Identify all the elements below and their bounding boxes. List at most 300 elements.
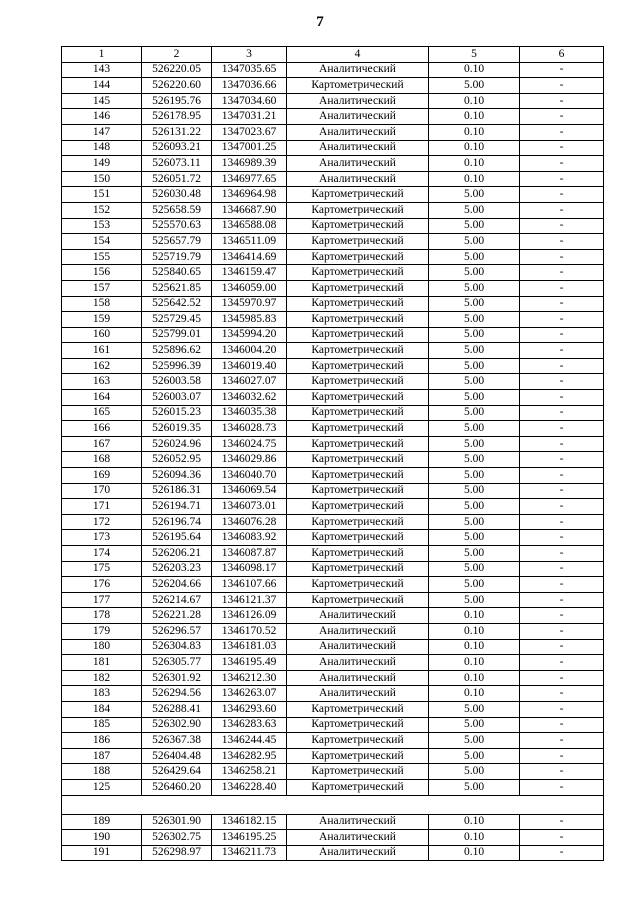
table-cell: 1346032.62 (212, 390, 287, 406)
table-cell: 190 (62, 830, 142, 846)
table-cell: Картометрический (287, 733, 429, 749)
table-cell: 1346069.54 (212, 483, 287, 499)
table-cell: 526220.60 (142, 78, 212, 94)
table-cell: 1346170.52 (212, 623, 287, 639)
table-cell: 1346687.90 (212, 202, 287, 218)
table-cell: 1346511.09 (212, 234, 287, 250)
table-cell: 526196.74 (142, 514, 212, 530)
table-cell: 1346195.49 (212, 655, 287, 671)
table-cell: 152 (62, 202, 142, 218)
table-cell: Картометрический (287, 249, 429, 265)
table-cell: - (520, 280, 604, 296)
table-cell: 1345985.83 (212, 312, 287, 328)
table-cell: 526301.90 (142, 814, 212, 830)
table-cell: Картометрический (287, 779, 429, 795)
table-row (62, 483, 604, 499)
table-cell: 5.00 (429, 358, 520, 374)
table-cell: - (520, 830, 604, 846)
table-cell: 177 (62, 592, 142, 608)
table-cell: 185 (62, 717, 142, 733)
table-cell: 526051.72 (142, 171, 212, 187)
table-cell: 1347034.60 (212, 93, 287, 109)
table-cell: Картометрический (287, 561, 429, 577)
table-cell: - (520, 686, 604, 702)
table-cell: 5.00 (429, 296, 520, 312)
table-row (62, 561, 604, 577)
table-cell: 150 (62, 171, 142, 187)
table-cell: Аналитический (287, 156, 429, 172)
table-cell: 525642.52 (142, 296, 212, 312)
column-header: 6 (520, 47, 604, 63)
table-row (62, 717, 604, 733)
table-cell: Картометрический (287, 592, 429, 608)
table-cell: 149 (62, 156, 142, 172)
table-row (62, 655, 604, 671)
table-cell: 1346228.40 (212, 779, 287, 795)
table-cell: - (520, 62, 604, 78)
table-row (62, 140, 604, 156)
table-cell: 154 (62, 234, 142, 250)
table-row (62, 374, 604, 390)
table-cell: 144 (62, 78, 142, 94)
table-cell: 526460.20 (142, 779, 212, 795)
table-cell: Картометрический (287, 358, 429, 374)
table-cell: 165 (62, 405, 142, 421)
table-cell: Аналитический (287, 814, 429, 830)
table-cell: 5.00 (429, 499, 520, 515)
table-cell: 5.00 (429, 483, 520, 499)
table-cell: - (520, 592, 604, 608)
table-cell: 1346029.86 (212, 452, 287, 468)
table-cell: 1346212.30 (212, 670, 287, 686)
table-cell: - (520, 405, 604, 421)
table-cell: 5.00 (429, 390, 520, 406)
table-cell: 525719.79 (142, 249, 212, 265)
table-cell: 525621.85 (142, 280, 212, 296)
table-cell: - (520, 296, 604, 312)
table-cell: 526194.71 (142, 499, 212, 515)
table-cell: - (520, 655, 604, 671)
table-cell: 1345994.20 (212, 327, 287, 343)
table-cell: 176 (62, 577, 142, 593)
table-cell: 5.00 (429, 530, 520, 546)
table-cell: Картометрический (287, 483, 429, 499)
table-cell: 1346004.20 (212, 343, 287, 359)
table-body-main (62, 62, 604, 795)
column-header: 3 (212, 47, 287, 63)
table-cell: 526214.67 (142, 592, 212, 608)
table-row (62, 639, 604, 655)
table-cell: 1346588.08 (212, 218, 287, 234)
table-cell: - (520, 312, 604, 328)
table-cell: - (520, 234, 604, 250)
table-cell: 1346087.87 (212, 546, 287, 562)
table-cell: - (520, 701, 604, 717)
table-cell: 151 (62, 187, 142, 203)
table-cell: 0.10 (429, 639, 520, 655)
table-cell: 0.10 (429, 830, 520, 846)
table-cell: 5.00 (429, 343, 520, 359)
table-cell: 125 (62, 779, 142, 795)
table-cell: - (520, 93, 604, 109)
column-header: 1 (62, 47, 142, 63)
table-cell: - (520, 140, 604, 156)
table-cell: 1346181.03 (212, 639, 287, 655)
coordinates-table (61, 46, 604, 861)
table-cell: 146 (62, 109, 142, 125)
table-row (62, 592, 604, 608)
table-cell: Картометрический (287, 468, 429, 484)
table-cell: Аналитический (287, 670, 429, 686)
table-cell: 1346263.07 (212, 686, 287, 702)
table-cell: Картометрический (287, 78, 429, 94)
blank-cell (62, 795, 604, 814)
table-cell: Картометрический (287, 436, 429, 452)
table-row (62, 265, 604, 281)
table-row (62, 124, 604, 140)
table-cell: - (520, 156, 604, 172)
table-cell: Картометрический (287, 296, 429, 312)
table-cell: Аналитический (287, 830, 429, 846)
table-cell: 526301.92 (142, 670, 212, 686)
table-cell: - (520, 530, 604, 546)
table-cell: Аналитический (287, 109, 429, 125)
table-cell: 1346126.09 (212, 608, 287, 624)
table-row (62, 202, 604, 218)
table-cell: 526288.41 (142, 701, 212, 717)
table-row (62, 280, 604, 296)
table-cell: 1346282.95 (212, 748, 287, 764)
table-cell: 5.00 (429, 405, 520, 421)
table-cell: 1346107.66 (212, 577, 287, 593)
table-cell: - (520, 358, 604, 374)
table-cell: Картометрический (287, 701, 429, 717)
table-cell: 526304.83 (142, 639, 212, 655)
table-row (62, 701, 604, 717)
table-cell: 1346019.40 (212, 358, 287, 374)
table-cell: Картометрический (287, 343, 429, 359)
table-cell: 1345970.97 (212, 296, 287, 312)
table-cell: - (520, 514, 604, 530)
table-cell: 1346258.21 (212, 764, 287, 780)
table-row (62, 764, 604, 780)
table-cell: 1346028.73 (212, 421, 287, 437)
table-row (62, 171, 604, 187)
table-cell: 1346182.15 (212, 814, 287, 830)
table-cell: 5.00 (429, 280, 520, 296)
column-header: 2 (142, 47, 212, 63)
table-cell: - (520, 327, 604, 343)
table-cell: 526206.21 (142, 546, 212, 562)
table-cell: 526294.56 (142, 686, 212, 702)
table-row (62, 249, 604, 265)
table-cell: 526204.66 (142, 577, 212, 593)
table-cell: 169 (62, 468, 142, 484)
table-row (62, 686, 604, 702)
table-cell: - (520, 546, 604, 562)
table-cell: Картометрический (287, 514, 429, 530)
table-row (62, 623, 604, 639)
table-cell: 5.00 (429, 779, 520, 795)
table-cell: 148 (62, 140, 142, 156)
table-cell: Картометрический (287, 421, 429, 437)
table-cell: 526302.90 (142, 717, 212, 733)
table-cell: 166 (62, 421, 142, 437)
table-cell: - (520, 779, 604, 795)
table-cell: 1347031.21 (212, 109, 287, 125)
table-row (62, 514, 604, 530)
table-cell: Картометрический (287, 374, 429, 390)
table-row (62, 343, 604, 359)
table-cell: 1346035.38 (212, 405, 287, 421)
table-cell: 1346076.28 (212, 514, 287, 530)
table-cell: 5.00 (429, 327, 520, 343)
table-cell: Картометрический (287, 234, 429, 250)
table-cell: 526429.64 (142, 764, 212, 780)
table-cell: 1346083.92 (212, 530, 287, 546)
table-cell: 1346211.73 (212, 845, 287, 861)
table-cell: 173 (62, 530, 142, 546)
table-cell: Картометрический (287, 202, 429, 218)
table-cell: 526367.38 (142, 733, 212, 749)
table-cell: 1346283.63 (212, 717, 287, 733)
table-row (62, 390, 604, 406)
table-cell: - (520, 218, 604, 234)
table-row (62, 779, 604, 795)
table-cell: Картометрический (287, 546, 429, 562)
table-cell: Аналитический (287, 623, 429, 639)
table-row (62, 327, 604, 343)
table-cell: Аналитический (287, 655, 429, 671)
table-cell: 0.10 (429, 124, 520, 140)
table-row (62, 814, 604, 830)
table-cell: 525658.59 (142, 202, 212, 218)
table-cell: - (520, 78, 604, 94)
table-cell: 143 (62, 62, 142, 78)
table-cell: 168 (62, 452, 142, 468)
table-cell: Картометрический (287, 265, 429, 281)
table-cell: - (520, 814, 604, 830)
table-cell: 526015.23 (142, 405, 212, 421)
table-cell: Картометрический (287, 390, 429, 406)
table-cell: - (520, 670, 604, 686)
table-cell: 0.10 (429, 686, 520, 702)
table-cell: Картометрический (287, 280, 429, 296)
table-cell: 1347036.66 (212, 78, 287, 94)
table-cell: 184 (62, 701, 142, 717)
table-cell: Картометрический (287, 577, 429, 593)
table-cell: 174 (62, 546, 142, 562)
table-row (62, 78, 604, 94)
table-cell: - (520, 124, 604, 140)
table-cell: 1346098.17 (212, 561, 287, 577)
table-cell: 5.00 (429, 452, 520, 468)
table-cell: 525840.65 (142, 265, 212, 281)
table-cell: 1346073.01 (212, 499, 287, 515)
table-row (62, 830, 604, 846)
table-row (62, 312, 604, 328)
table-row (62, 546, 604, 562)
table-cell: 0.10 (429, 140, 520, 156)
table-cell: Аналитический (287, 171, 429, 187)
table-cell: 525570.63 (142, 218, 212, 234)
table-cell: 167 (62, 436, 142, 452)
table-cell: 526404.48 (142, 748, 212, 764)
table-cell: 163 (62, 374, 142, 390)
table-cell: 1346964.98 (212, 187, 287, 203)
table-cell: 1346121.37 (212, 592, 287, 608)
table-cell: - (520, 608, 604, 624)
table-body-separator (62, 795, 604, 814)
table-cell: - (520, 717, 604, 733)
table-cell: 156 (62, 265, 142, 281)
table-cell: - (520, 561, 604, 577)
table-cell: 526131.22 (142, 124, 212, 140)
table-cell: 1346059.00 (212, 280, 287, 296)
table-cell: - (520, 639, 604, 655)
table-row (62, 234, 604, 250)
table-cell: 162 (62, 358, 142, 374)
table-cell: 171 (62, 499, 142, 515)
table-row (62, 499, 604, 515)
table-cell: 5.00 (429, 265, 520, 281)
table-cell: Картометрический (287, 764, 429, 780)
table-cell: Аналитический (287, 140, 429, 156)
table-cell: 1346244.45 (212, 733, 287, 749)
table-row (62, 733, 604, 749)
table-cell: 526003.07 (142, 390, 212, 406)
table-cell: 526024.96 (142, 436, 212, 452)
table-cell: Картометрический (287, 499, 429, 515)
table-cell: Аналитический (287, 845, 429, 861)
table-cell: 526003.58 (142, 374, 212, 390)
table-row (62, 296, 604, 312)
table-cell: 164 (62, 390, 142, 406)
table-cell: 5.00 (429, 748, 520, 764)
table-row (62, 218, 604, 234)
table-cell: 5.00 (429, 218, 520, 234)
table-cell: 5.00 (429, 546, 520, 562)
table-cell: - (520, 733, 604, 749)
table-cell: 1347023.67 (212, 124, 287, 140)
table-cell: - (520, 845, 604, 861)
table-cell: 1346027.07 (212, 374, 287, 390)
table-cell: 1346040.70 (212, 468, 287, 484)
table-cell: - (520, 171, 604, 187)
table-cell: 526195.76 (142, 93, 212, 109)
table-cell: Картометрический (287, 327, 429, 343)
table-cell: 526073.11 (142, 156, 212, 172)
table-cell: - (520, 249, 604, 265)
table-row (62, 156, 604, 172)
table-cell: 5.00 (429, 701, 520, 717)
table-cell: 155 (62, 249, 142, 265)
table-cell: - (520, 452, 604, 468)
table-cell: 0.10 (429, 62, 520, 78)
table-cell: 526203.23 (142, 561, 212, 577)
table-cell: 5.00 (429, 514, 520, 530)
table-cell: 5.00 (429, 764, 520, 780)
table-cell: 153 (62, 218, 142, 234)
table-cell: 0.10 (429, 814, 520, 830)
table-cell: 1346989.39 (212, 156, 287, 172)
table-cell: 1347001.25 (212, 140, 287, 156)
table-cell: 180 (62, 639, 142, 655)
table-cell: 0.10 (429, 670, 520, 686)
column-header: 4 (287, 47, 429, 63)
table-cell: 525799.01 (142, 327, 212, 343)
table-cell: 526305.77 (142, 655, 212, 671)
table-cell: Аналитический (287, 608, 429, 624)
table-cell: 5.00 (429, 592, 520, 608)
table-cell: 5.00 (429, 468, 520, 484)
table-cell: 172 (62, 514, 142, 530)
table-cell: 5.00 (429, 249, 520, 265)
table-cell: 1346024.75 (212, 436, 287, 452)
table-cell: 0.10 (429, 109, 520, 125)
table-row (62, 109, 604, 125)
table-cell: 1346195.25 (212, 830, 287, 846)
table-cell: - (520, 421, 604, 437)
table-cell: 525996.39 (142, 358, 212, 374)
column-header: 5 (429, 47, 520, 63)
table-cell: 187 (62, 748, 142, 764)
table-row (62, 93, 604, 109)
table-cell: 5.00 (429, 202, 520, 218)
table-cell: 5.00 (429, 733, 520, 749)
table-cell: 1347035.65 (212, 62, 287, 78)
table-cell: 525729.45 (142, 312, 212, 328)
table-row (62, 62, 604, 78)
table-cell: 5.00 (429, 436, 520, 452)
table-cell: Картометрический (287, 312, 429, 328)
table-cell: - (520, 202, 604, 218)
table-cell: 526298.97 (142, 845, 212, 861)
table-cell: 5.00 (429, 561, 520, 577)
table-cell: 5.00 (429, 717, 520, 733)
table-cell: 526220.05 (142, 62, 212, 78)
table-cell: 526302.75 (142, 830, 212, 846)
table-row (62, 748, 604, 764)
table-cell: Аналитический (287, 686, 429, 702)
table-cell: 161 (62, 343, 142, 359)
table-cell: Картометрический (287, 530, 429, 546)
table-cell: 526019.35 (142, 421, 212, 437)
table-cell: 0.10 (429, 156, 520, 172)
table-cell: Картометрический (287, 218, 429, 234)
table-cell: 157 (62, 280, 142, 296)
table-cell: 145 (62, 93, 142, 109)
table-body-secondary (62, 814, 604, 861)
table-cell: 1346414.69 (212, 249, 287, 265)
table-cell: 186 (62, 733, 142, 749)
table-cell: 147 (62, 124, 142, 140)
table-cell: - (520, 436, 604, 452)
table-cell: 1346293.60 (212, 701, 287, 717)
table-cell: 5.00 (429, 187, 520, 203)
table-cell: Аналитический (287, 124, 429, 140)
table-cell: 158 (62, 296, 142, 312)
table-cell: - (520, 343, 604, 359)
table-cell: 5.00 (429, 78, 520, 94)
table-cell: 525896.62 (142, 343, 212, 359)
table-cell: 178 (62, 608, 142, 624)
table-cell: - (520, 577, 604, 593)
table-cell: Картометрический (287, 452, 429, 468)
table-cell: 5.00 (429, 374, 520, 390)
table-cell: 160 (62, 327, 142, 343)
table-cell: 5.00 (429, 577, 520, 593)
